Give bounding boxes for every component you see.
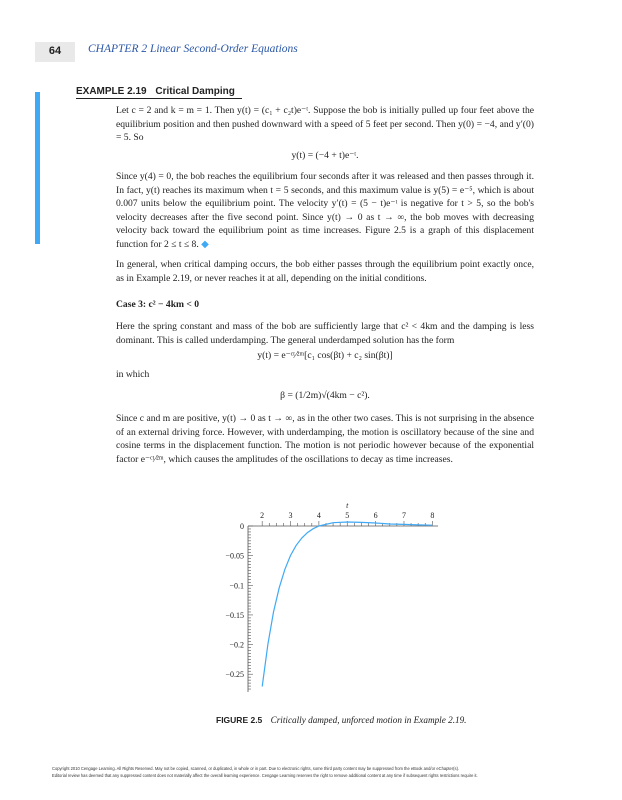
example-title: Critical Damping	[155, 86, 235, 97]
figure-label: FIGURE 2.5	[216, 715, 263, 725]
y-tick-label: −0.2	[229, 640, 244, 650]
copyright-line-1: Copyright 2010 Cengage Learning. All Rights Reserved. May not be copied, scanned, or duplicated, in whole or in part. Due to electronic rights, some third party content may be suppressed from the eBook and/or eChapter(s).	[52, 766, 460, 771]
x-tick-label: 8	[430, 511, 435, 520]
example-accent-bar	[35, 92, 40, 244]
chapter-title: CHAPTER 2 Linear Second-Order Equations	[88, 43, 298, 55]
x-axis-label: t	[346, 501, 349, 510]
copyright-footer	[52, 765, 592, 779]
example-paragraph-2-text: Since y(4) = 0, the bob reaches the equilibrium four seconds after it was released and then passes through it. In fact, y(t) reaches its maximum when t = 5 seconds, and this maximum value is y(5) = e⁻⁵, which is about 0.007 units below the equilibrium point. The velocity y′(t) = (5 − t)e⁻ᵗ is negative for t > 5, so the bob's velocity decreases after the five second point. Since y(t) → 0 as t → ∞, the bob moves with decreasing velocity back toward the equilibrium point as time increases. Figure 2.5 is a graph of this displacement function for 2 ≤ t ≤ 8.	[116, 171, 534, 250]
x-tick-label: 3	[288, 511, 293, 520]
chart-svg	[200, 500, 450, 700]
example-heading	[76, 86, 242, 99]
body-paragraph-3: In general, when critical damping occurs, the bob either passes through the equilibrium point exactly once, as in Example 2.19, or never reaches it at all, depending on the initial conditions.	[116, 259, 534, 284]
example-paragraph-2	[116, 170, 534, 252]
body-paragraph-5: Since c and m are positive, y(t) → 0 as t → ∞, as in the other two cases. This is not surprising in the absence of an external driving force. However, with underdamping, the motion is oscillatory because of the sine and cosine terms in the displacement function. The motion is not periodic however because of the exponential factor e⁻ᶜᵗ⁄²ᵐ, which causes the amplitudes of the oscillations to decay as time increases.	[116, 413, 534, 465]
y-tick-label: −0.05	[225, 551, 244, 561]
underdamped-equation: y(t) = e⁻ᶜᵗ⁄²ᵐ[c₁ cos(βt) + c₂ sin(βt)]	[257, 350, 393, 361]
x-tick-label: 6	[373, 511, 378, 520]
body-paragraph-4: Here the spring constant and mass of the bob are sufficiently large that c² < 4km and the damping is less dominant. This is called underdamping. The general underdamped solution has the form	[116, 321, 534, 346]
x-tick-label: 2	[260, 511, 265, 520]
y-tick-label: −0.25	[225, 670, 244, 680]
y-tick-label: 0	[240, 522, 244, 531]
page-number: 64	[35, 42, 75, 62]
beta-equation: β = (1/2m)√(4km − c²).	[280, 390, 370, 401]
figure-caption-text: Critically damped, unforced motion in Example 2.19.	[270, 715, 467, 725]
y-tick-label: −0.15	[225, 610, 244, 620]
copyright-line-2: Editorial review has deemed that any suppressed content does not materially affect the overall learning experience. Cengage Learning reserves the right to remove additional content at any time if subsequent rights restrictions require it.	[52, 773, 478, 778]
series-line	[262, 522, 432, 687]
example-equation-1: y(t) = (−4 + t)e⁻ᵗ.	[291, 150, 359, 161]
case-3-heading: Case 3: c² − 4km < 0	[116, 299, 200, 310]
example-paragraph-1: Let c = 2 and k = m = 1. Then y(t) = (c₁ + c₂t)e⁻ᵗ. Suppose the bob is initially pulled up four feet above the equilibrium position and then pushed downward with a speed of 5 feet per second. Then y(0) = −4, and y′(0) = 5. So	[116, 105, 534, 144]
x-tick-label: 4	[316, 511, 321, 520]
y-tick-label: −0.1	[229, 581, 244, 591]
page-header	[0, 40, 622, 60]
x-tick-label: 7	[401, 511, 406, 520]
x-tick-label: 5	[345, 511, 350, 520]
in-which-label: in which	[116, 369, 150, 380]
figure-caption	[216, 714, 466, 727]
figure-2-5-chart	[200, 500, 450, 700]
end-of-example-icon: ◆	[201, 238, 209, 250]
example-label: EXAMPLE 2.19	[76, 86, 147, 97]
